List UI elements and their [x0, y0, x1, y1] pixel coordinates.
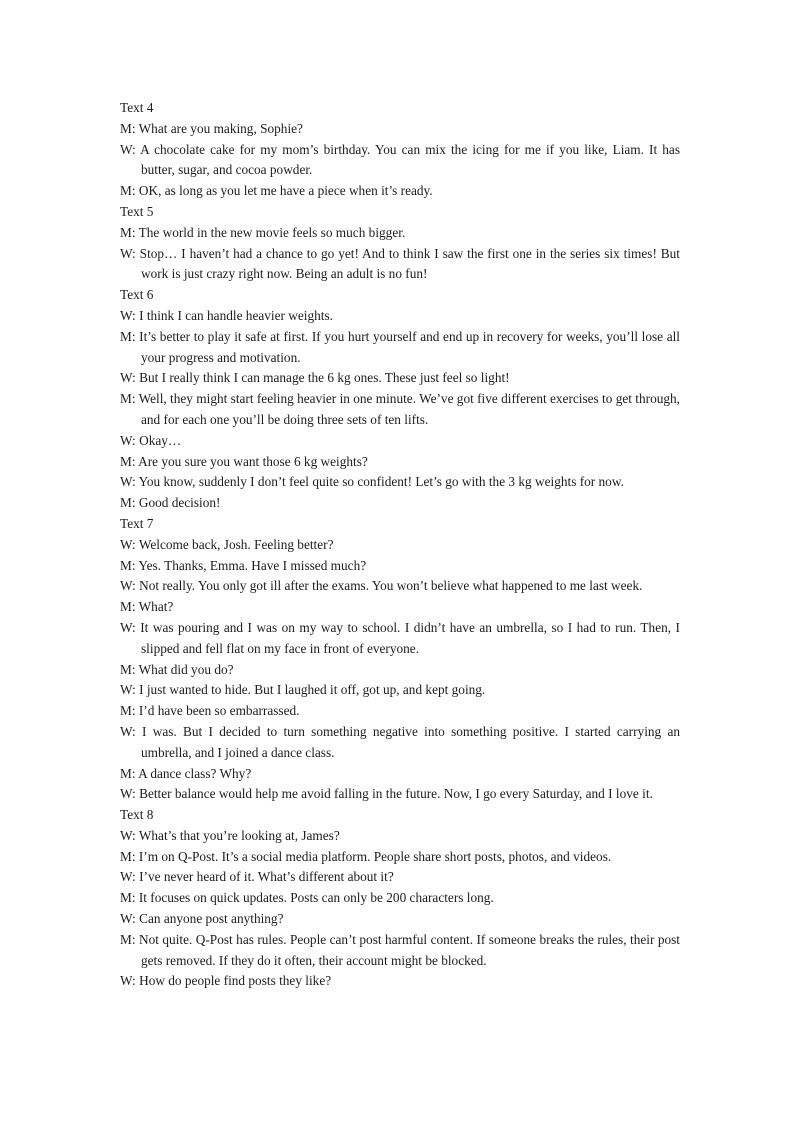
speaker-label: M:	[120, 224, 136, 240]
dialogue-line	[120, 597, 680, 618]
dialogue-line	[120, 389, 680, 431]
dialogue-line	[120, 493, 680, 514]
speaker-label: W:	[120, 827, 136, 843]
dialogue-line	[120, 867, 680, 888]
speaker-label: M:	[120, 661, 136, 677]
dialogue-text: What did you do?	[138, 661, 234, 677]
section-heading: Text 8	[120, 807, 154, 823]
dialogue-text: Are you sure you want those 6 kg weights?	[138, 453, 368, 469]
dialogue-text: OK, as long as you let me have a piece when it’s ready.	[138, 183, 433, 199]
dialogue-text: Better balance would help me avoid falling in the future. Now, I go every Saturday, and I love it.	[139, 786, 653, 802]
speaker-label: M:	[120, 703, 136, 719]
dialogue-text: I was. But I decided to turn something negative into something positive. I started carrying an umbrella, and I joined a dance class.	[141, 723, 681, 760]
dialogue-line	[120, 701, 680, 722]
dialogue-line	[120, 223, 680, 244]
dialogue-line	[120, 618, 680, 660]
dialogue-line	[120, 576, 680, 597]
speaker-label: W:	[120, 723, 136, 739]
dialogue-line	[120, 930, 680, 972]
dialogue-line	[120, 764, 680, 785]
dialogue-line	[120, 140, 680, 182]
dialogue-text: What?	[138, 599, 174, 615]
document-page	[120, 98, 680, 992]
dialogue-line	[120, 556, 680, 577]
speaker-label: W:	[120, 786, 136, 802]
dialogue-text: Not really. You only got ill after the exams. You won’t believe what happened to me last week.	[139, 578, 643, 594]
dialogue-line	[120, 306, 680, 327]
dialogue-text: What are you making, Sophie?	[138, 120, 303, 136]
speaker-label: W:	[120, 245, 136, 261]
dialogue-line	[120, 847, 680, 868]
speaker-label: M:	[120, 848, 136, 864]
dialogue-text: Okay…	[139, 432, 182, 448]
dialogue-line	[120, 722, 680, 764]
dialogue-text: It was pouring and I was on my way to school. I didn’t have an umbrella, so I had to run. Then, I slipped and fell flat on my face in front of everyone.	[140, 619, 680, 656]
dialogue-line	[120, 826, 680, 847]
dialogue-text: Well, they might start feeling heavier in one minute. We’ve got five different exercises to get through, and for each one you’ll be doing three sets of ten lifts.	[138, 391, 680, 427]
speaker-label: M:	[120, 931, 136, 947]
dialogue-text: I’m on Q-Post. It’s a social media platform. People share short posts, photos, and videos.	[138, 848, 612, 864]
section-heading: Text 7	[120, 515, 154, 531]
dialogue-line	[120, 452, 680, 473]
speaker-label: M:	[120, 391, 136, 407]
dialogue-line	[120, 660, 680, 681]
dialogue-text: How do people find posts they like?	[139, 973, 332, 989]
section-heading: Text 4	[120, 100, 154, 115]
speaker-label: W:	[120, 432, 136, 448]
dialogue-line	[120, 971, 680, 992]
dialogue-text: Stop… I haven’t had a chance to go yet! And to think I saw the first one in the series six times! But work is just crazy right now. Being an adult is no fun!	[139, 245, 680, 282]
dialogue-line	[120, 680, 680, 701]
dialogue-line	[120, 244, 680, 286]
speaker-label: M:	[120, 599, 136, 615]
dialogue-line	[120, 472, 680, 493]
dialogue-text: It focuses on quick updates. Posts can only be 200 characters long.	[138, 890, 494, 906]
dialogue-text: Yes. Thanks, Emma. Have I missed much?	[138, 557, 367, 573]
dialogue-text: Welcome back, Josh. Feeling better?	[138, 536, 334, 552]
speaker-label: W:	[120, 682, 136, 698]
dialogue-text: A dance class? Why?	[138, 765, 252, 781]
dialogue-text: It’s better to play it safe at first. If you hurt yourself and end up in recovery for weeks, you’ll lose all your progress and motivation.	[139, 328, 680, 365]
speaker-label: W:	[120, 370, 136, 386]
dialogue-text: What’s that you’re looking at, James?	[138, 827, 340, 843]
dialogue-line	[120, 119, 680, 140]
dialogue-text: A chocolate cake for my mom’s birthday. You can mix the icing for me if you like, Liam. It has butter, sugar, and cocoa powder.	[140, 141, 681, 178]
dialogue-text: I’d have been so embarrassed.	[138, 703, 300, 719]
dialogue-line	[120, 909, 680, 930]
dialogue-text: I’ve never heard of it. What’s different about it?	[139, 869, 394, 885]
speaker-label: W:	[120, 911, 136, 927]
speaker-label: W:	[120, 973, 136, 989]
dialogue-line	[120, 784, 680, 805]
speaker-label: M:	[120, 495, 136, 511]
dialogue-line	[120, 327, 680, 369]
speaker-label: W:	[120, 536, 136, 552]
speaker-label: M:	[120, 183, 136, 199]
dialogue-text: I think I can handle heavier weights.	[139, 307, 333, 323]
dialogue-line	[120, 888, 680, 909]
dialogue-line	[120, 181, 680, 202]
speaker-label: M:	[120, 328, 136, 344]
speaker-label: W:	[120, 619, 136, 635]
speaker-label: M:	[120, 557, 136, 573]
dialogue-text: The world in the new movie feels so much bigger.	[138, 224, 406, 240]
speaker-label: M:	[120, 453, 136, 469]
speaker-label: W:	[120, 307, 136, 323]
dialogue-text: But I really think I can manage the 6 kg ones. These just feel so light!	[139, 370, 510, 386]
section-heading: Text 6	[120, 287, 154, 303]
dialogue-text: You know, suddenly I don’t feel quite so confident! Let’s go with the 3 kg weights for now.	[138, 474, 624, 490]
speaker-label: W:	[120, 474, 136, 490]
speaker-label: M:	[120, 120, 136, 136]
dialogue-text: Good decision!	[138, 495, 221, 511]
dialogue-line	[120, 431, 680, 452]
dialogue-line	[120, 368, 680, 389]
dialogue-text: Not quite. Q-Post has rules. People can’t post harmful content. If someone breaks the rules, their post gets removed. If they do it often, their account might be blocked.	[139, 931, 681, 968]
dialogue-text: Can anyone post anything?	[139, 911, 284, 927]
dialogue-text: I just wanted to hide. But I laughed it off, got up, and kept going.	[139, 682, 486, 698]
speaker-label: M:	[120, 765, 136, 781]
speaker-label: W:	[120, 141, 136, 157]
section-heading: Text 5	[120, 203, 154, 219]
speaker-label: W:	[120, 578, 136, 594]
speaker-label: M:	[120, 890, 136, 906]
speaker-label: W:	[120, 869, 136, 885]
dialogue-line	[120, 535, 680, 556]
